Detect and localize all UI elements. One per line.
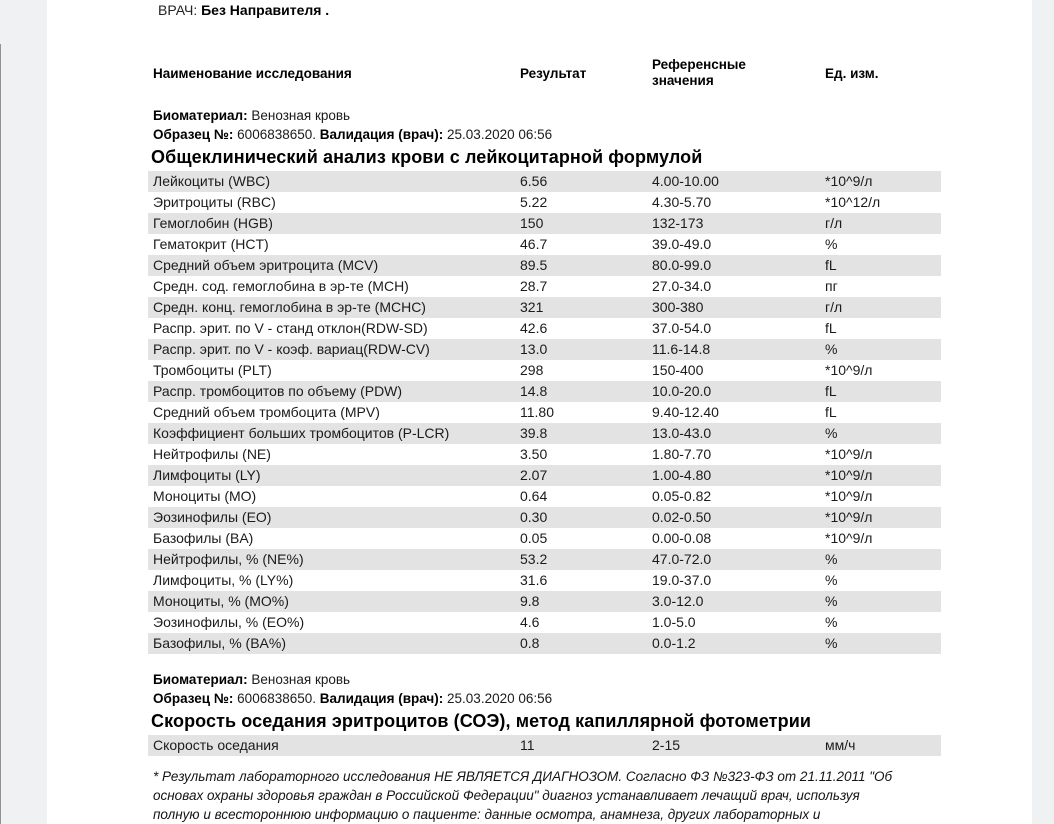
cell-result: 0.8: [520, 635, 540, 651]
cell-name: Лимфоциты (LY): [153, 467, 261, 483]
biomaterial-value: Венозная кровь: [251, 108, 351, 123]
result-row: [148, 549, 941, 570]
cell-name: Базофилы (BA): [153, 530, 254, 546]
cell-unit: %: [825, 236, 838, 252]
cell-reference: 39.0-49.0: [652, 236, 712, 252]
doctor-value: Без Направителя .: [201, 2, 330, 18]
cell-result: 28.7: [520, 278, 548, 294]
result-row: [148, 465, 941, 486]
cell-unit: %: [825, 551, 838, 567]
result-row: [148, 486, 941, 507]
cell-reference: 80.0-99.0: [652, 257, 712, 273]
biomaterial-label: Биоматериал:: [153, 108, 248, 123]
cell-unit: *10^9/л: [825, 509, 873, 525]
cell-name: Средн. конц. гемоглобина в эр-те (MCHC): [153, 299, 426, 315]
cell-unit: %: [825, 341, 838, 357]
cell-reference: 0.00-0.08: [652, 530, 712, 546]
cell-name: Лейкоциты (WBC): [153, 173, 271, 189]
cell-result: 5.22: [520, 194, 548, 210]
cell-result: 31.6: [520, 572, 548, 588]
left-margin-panel: [0, 0, 47, 824]
cell-reference: 47.0-72.0: [652, 551, 712, 567]
biomaterial-value: Венозная кровь: [251, 672, 351, 687]
cell-result: 2.07: [520, 467, 548, 483]
cell-result: 39.8: [520, 425, 548, 441]
result-row: [148, 507, 941, 528]
cell-name: Распр. эрит. по V - станд отклон(RDW-SD): [153, 320, 428, 336]
result-row: [148, 591, 941, 612]
table-header-row: [148, 54, 941, 92]
cell-unit: %: [825, 593, 838, 609]
cell-result: 4.6: [520, 614, 540, 630]
cell-reference: 3.0-12.0: [652, 593, 704, 609]
cell-unit: *10^9/л: [825, 488, 873, 504]
cell-unit: *10^12/л: [825, 194, 881, 210]
cell-result: 150: [520, 215, 544, 231]
sample-number-value: 6006838650.: [237, 691, 317, 706]
cell-name: Эритроциты (RBC): [153, 194, 276, 210]
result-row: [148, 570, 941, 591]
biomaterial-label: Биоматериал:: [153, 672, 248, 687]
cell-unit: *10^9/л: [825, 530, 873, 546]
cell-reference: 0.05-0.82: [652, 488, 712, 504]
cell-name: Лимфоциты, % (LY%): [153, 572, 294, 588]
cell-result: 0.64: [520, 488, 548, 504]
cell-name: Моноциты, % (MO%): [153, 593, 289, 609]
cell-unit: пг: [825, 278, 838, 294]
results-table: [148, 735, 941, 756]
sample-number-label: Образец №:: [153, 691, 234, 706]
cell-result: 321: [520, 299, 544, 315]
cell-reference: 1.00-4.80: [652, 467, 712, 483]
cell-unit: fL: [825, 257, 837, 273]
lab-report-page: [47, 0, 1032, 824]
biomaterial-line: [148, 670, 941, 689]
header-reference: Референсные значения: [652, 57, 746, 88]
cell-unit: *10^9/л: [825, 173, 873, 189]
result-row: [148, 360, 941, 381]
doctor-line: [158, 2, 329, 18]
cell-unit: fL: [825, 383, 837, 399]
result-row: [148, 318, 941, 339]
result-row: [148, 171, 941, 192]
cell-reference: 9.40-12.40: [652, 404, 719, 420]
cell-reference: 150-400: [652, 362, 704, 378]
cell-result: 0.05: [520, 530, 548, 546]
result-row: [148, 612, 941, 633]
cell-name: Средн. сод. гемоглобина в эр-те (MCH): [153, 278, 409, 294]
cell-result: 46.7: [520, 236, 548, 252]
cell-unit: *10^9/л: [825, 362, 873, 378]
cell-result: 13.0: [520, 341, 548, 357]
disclaimer-line: основах охраны здоровья граждан в Российской Федерации" диагноз устанавливает лечащий врач, используя: [153, 788, 860, 803]
header-result: Результат: [520, 65, 587, 81]
cell-result: 11: [520, 737, 535, 753]
cell-reference: 27.0-34.0: [652, 278, 712, 294]
section-title: Скорость оседания эритроцитов (СОЭ), метод капиллярной фотометрии: [151, 711, 812, 731]
cell-reference: 0.02-0.50: [652, 509, 712, 525]
cell-unit: г/л: [825, 215, 843, 231]
result-row: [148, 381, 941, 402]
cell-result: 6.56: [520, 173, 548, 189]
cell-unit: %: [825, 425, 838, 441]
cell-unit: г/л: [825, 299, 843, 315]
cell-name: Базофилы, % (BA%): [153, 635, 286, 651]
cell-reference: 1.0-5.0: [652, 614, 696, 630]
section-title: Общеклинический анализ крови с лейкоцитарной формулой: [151, 147, 703, 167]
cell-name: Средний объем эритроцита (MCV): [153, 257, 379, 273]
cell-result: 42.6: [520, 320, 548, 336]
cell-unit: мм/ч: [825, 737, 856, 753]
cell-reference: 4.30-5.70: [652, 194, 712, 210]
cell-reference: 37.0-54.0: [652, 320, 712, 336]
cell-result: 89.5: [520, 257, 548, 273]
validation-label: Валидация (врач):: [319, 691, 444, 706]
validation-value: 25.03.2020 06:56: [447, 691, 553, 706]
disclaimer-line: * Результат лабораторного исследования НЕ ЯВЛЯЕТСЯ ДИАГНОЗОМ. Согласно ФЗ №323-ФЗ от 21.11.2011 "Об: [153, 769, 893, 784]
result-row: [148, 423, 941, 444]
cell-name: Средний объем тромбоцита (MPV): [153, 404, 380, 420]
cell-name: Скорость оседания: [153, 737, 279, 753]
cell-reference: 11.6-14.8: [652, 341, 711, 357]
right-margin-panel: [1032, 0, 1054, 824]
cell-reference: 1.80-7.70: [652, 446, 712, 462]
cell-unit: %: [825, 614, 838, 630]
validation-label: Валидация (врач):: [319, 127, 444, 142]
cell-result: 11.80: [520, 404, 554, 420]
cell-name: Эозинофилы (EO): [153, 509, 272, 525]
disclaimer-note: [148, 767, 955, 824]
sample-number-value: 6006838650.: [237, 127, 317, 142]
cell-reference: 4.00-10.00: [652, 173, 719, 189]
result-row: [148, 444, 941, 465]
validation-value: 25.03.2020 06:56: [447, 127, 553, 142]
result-row: [148, 234, 941, 255]
cell-name: Распр. эрит. по V - коэф. вариац(RDW-CV): [153, 341, 430, 357]
cell-name: Распр. тромбоцитов по объему (PDW): [153, 383, 403, 399]
result-row: [148, 633, 941, 654]
cell-reference: 13.0-43.0: [652, 425, 712, 441]
cell-name: Нейтрофилы, % (NE%): [153, 551, 304, 567]
sample-number-label: Образец №:: [153, 127, 234, 142]
cell-unit: *10^9/л: [825, 467, 873, 483]
header-test-name: Наименование исследования: [153, 65, 352, 81]
cell-result: 14.8: [520, 383, 548, 399]
cell-unit: %: [825, 635, 838, 651]
cell-unit: fL: [825, 404, 837, 420]
cell-reference: 300-380: [652, 299, 704, 315]
left-edge-line: [0, 44, 1, 824]
header-unit: Ед. изм.: [825, 65, 879, 81]
cell-result: 0.30: [520, 509, 548, 525]
report-section: [148, 106, 941, 654]
result-row: [148, 276, 941, 297]
result-row: [148, 192, 941, 213]
cell-name: Тромбоциты (PLT): [153, 362, 272, 378]
result-row: [148, 255, 941, 276]
biomaterial-line: [148, 106, 941, 125]
cell-reference: 0.0-1.2: [652, 635, 696, 651]
result-row: [148, 528, 941, 549]
cell-reference: 10.0-20.0: [652, 383, 712, 399]
result-row: [148, 735, 941, 756]
cell-reference: 132-173: [652, 215, 704, 231]
disclaimer-line: полную и всестороннюю информацию о пациенте: данные осмотра, анамнеза, других лабораторных и: [153, 807, 821, 822]
cell-result: 9.8: [520, 593, 540, 609]
cell-unit: fL: [825, 320, 837, 336]
result-row: [148, 297, 941, 318]
sections: [148, 106, 941, 756]
cell-name: Нейтрофилы (NE): [153, 446, 271, 462]
report-section: [148, 670, 941, 756]
cell-result: 53.2: [520, 551, 548, 567]
cell-unit: *10^9/л: [825, 446, 873, 462]
sample-line: [148, 125, 941, 144]
cell-name: Гемоглобин (HGB): [153, 215, 273, 231]
cell-result: 3.50: [520, 446, 548, 462]
cell-result: 298: [520, 362, 544, 378]
doctor-label: ВРАЧ:: [158, 2, 198, 18]
result-row: [148, 339, 941, 360]
cell-name: Коэффициент больших тромбоцитов (P-LCR): [153, 425, 450, 441]
sample-line: [148, 689, 941, 708]
cell-reference: 19.0-37.0: [652, 572, 712, 588]
results-table: [148, 171, 941, 654]
cell-name: Гематокрит (HCT): [153, 236, 269, 252]
cell-name: Моноциты (MO): [153, 488, 257, 504]
cell-unit: %: [825, 572, 838, 588]
result-row: [148, 213, 941, 234]
result-row: [148, 402, 941, 423]
cell-reference: 2-15: [652, 737, 681, 753]
cell-name: Эозинофилы, % (EO%): [153, 614, 305, 630]
